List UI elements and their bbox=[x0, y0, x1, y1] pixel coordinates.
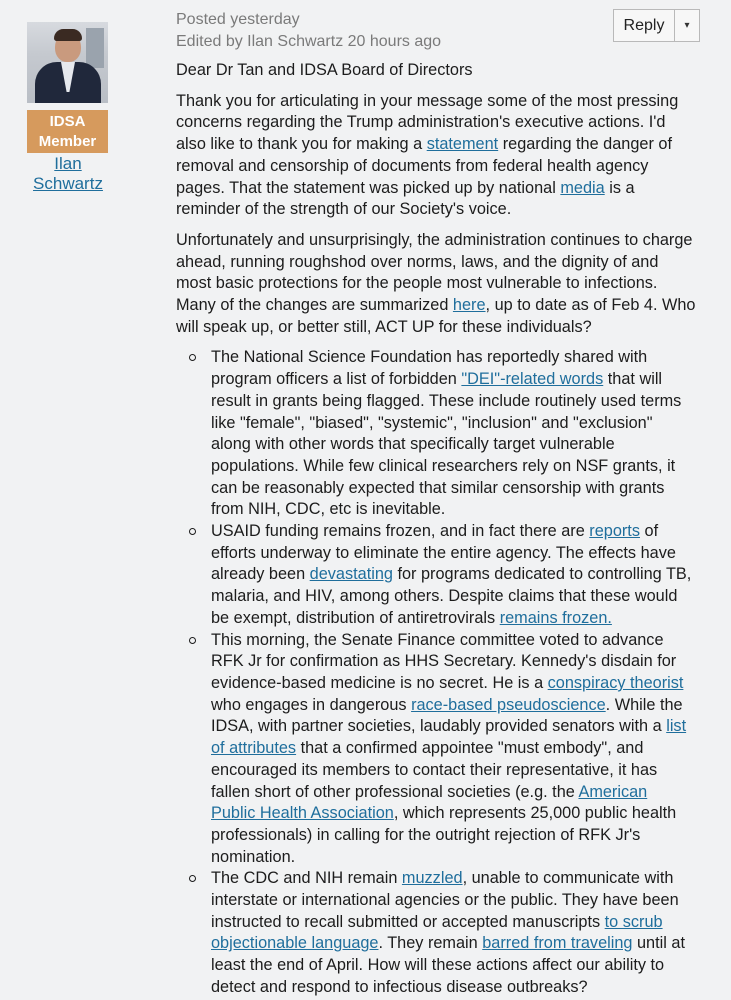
post-body bbox=[176, 60, 696, 999]
apha-link[interactable]: American Public Health Association bbox=[211, 782, 648, 823]
post-meta bbox=[176, 9, 441, 53]
barred-from-traveling-link[interactable]: barred from traveling bbox=[482, 934, 633, 953]
badge-line2: Member bbox=[38, 133, 97, 150]
list-item: The National Science Foundation has reportedly shared with program officers a list of forbidden "DEI"-related words that will result in grants being flagged. These include routinely used terms like "female", "biased", "systemic", "inclusion" and "exclusion" along with other words that specifically target vulnerable populations. While few clinical researchers rely on NSF grants, it can be reasonably expected that similar censorship with grants from NIH, CDC, etc is inevitable. bbox=[211, 347, 696, 521]
paragraph-2: Unfortunately and unsurprisingly, the administration continues to charge ahead, running roughshod over norms, laws, and the dignity of and most basic protections for the people most vulnerable to infections. Many of the changes are summarized here, up to date as of Feb 4. Who will speak up, or better still, ACT UP for these individuals? bbox=[176, 230, 696, 336]
list-item: This morning, the Senate Finance committee voted to advance RFK Jr for confirmation as HHS Secretary. Kennedy's disdain for evidence-based medicine is no secret. He is a conspiracy theorist who engages in dangerous race-based pseudoscience. While the IDSA, with partner societies, laudably provided senators with a list of attributes that a confirmed appointee "must embody", and encouraged its members to contact their representative, it has fallen short of other professional societies (e.g. the American Public Health Association, which represents 25,000 public health professionals) in calling for the outright rejection of RFK Jr's nomination. bbox=[211, 630, 696, 869]
muzzled-link[interactable]: muzzled bbox=[401, 869, 463, 888]
list-item: The CDC and NIH remain muzzled, unable to communicate with interstate or international agencies or the public. They have been instructed to recall submitted or accepted manuscripts to scrub objectionable language. They remain barred from traveling until at least the end of April. How will these actions affect our ability to detect and respond to infectious disease outbreaks? bbox=[211, 868, 696, 998]
reply-options-dropdown[interactable] bbox=[675, 9, 700, 42]
pseudoscience-link[interactable]: race-based pseudoscience bbox=[411, 695, 606, 714]
devastating-link[interactable]: devastating bbox=[309, 565, 393, 584]
reports-link[interactable]: reports bbox=[589, 522, 640, 541]
paragraph-1: Thank you for articulating in your message some of the most pressing concerns regarding the Trump administration's executive actions. I'd also like to thank you for making a statement regarding the danger of removal and censorship of documents from federal health agency pages. That the statement was picked up by national media is a reminder of the strength of our Society's voice. bbox=[176, 91, 679, 219]
dei-words-link[interactable]: "DEI"-related words bbox=[461, 370, 604, 389]
posted-time: Posted yesterday bbox=[176, 11, 300, 28]
author-avatar[interactable] bbox=[27, 22, 108, 103]
edited-info: Edited by Ilan Schwartz 20 hours ago bbox=[176, 33, 442, 50]
chevron-down-icon: ▾ bbox=[684, 20, 690, 31]
scrub-language-link[interactable]: to scrub objectionable language bbox=[211, 912, 663, 953]
list-of-attributes-link[interactable]: list of attributes bbox=[211, 717, 687, 758]
reply-button-group bbox=[613, 9, 700, 42]
greeting: Dear Dr Tan and IDSA Board of Directors bbox=[176, 61, 473, 79]
member-badge bbox=[27, 110, 108, 153]
remains-frozen-link[interactable]: remains frozen. bbox=[499, 608, 612, 627]
conspiracy-theorist-link[interactable]: conspiracy theorist bbox=[547, 673, 684, 692]
statement-link[interactable]: statement bbox=[426, 135, 499, 154]
avatar-hair bbox=[54, 29, 82, 41]
list-item: USAID funding remains frozen, and in fact there are reports of efforts underway to eliminate the entire agency. The effects have already been devastating for programs dedicated to controlling TB, malaria, and HIV, among others. Despite claims that these would be exempt, distribution of antiretrovirals remains frozen. bbox=[211, 521, 696, 630]
badge-line1: IDSA bbox=[49, 113, 86, 130]
bullet-list bbox=[176, 347, 696, 998]
author-name-link[interactable]: Ilan Schwartz bbox=[33, 154, 103, 193]
here-link[interactable]: here bbox=[452, 296, 486, 315]
reply-button[interactable]: Reply bbox=[613, 9, 675, 42]
avatar-background bbox=[86, 28, 104, 68]
media-link[interactable]: media bbox=[560, 178, 605, 197]
